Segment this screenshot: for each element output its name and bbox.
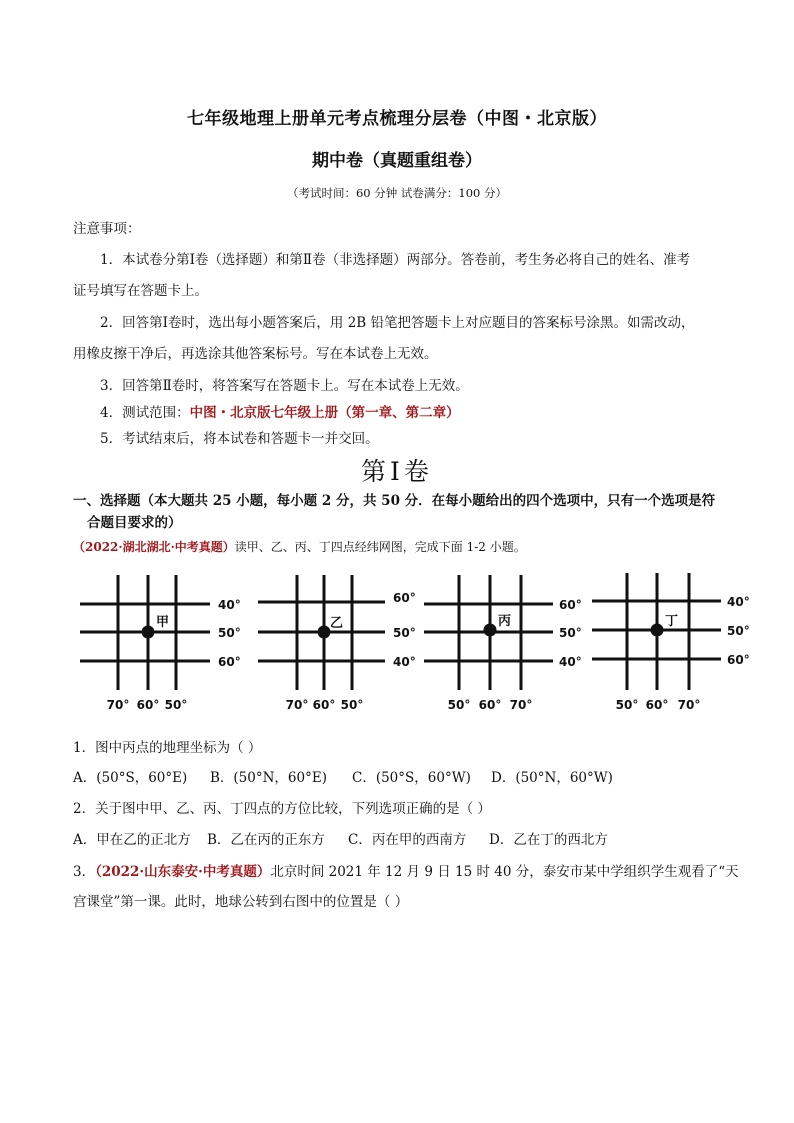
volume-title: 第Ⅰ卷 (361, 457, 433, 486)
notice-item-1-line-2: 证号填写在答题卡上。 (73, 283, 208, 299)
q2-option-a: A．甲在乙的正北方 (73, 832, 191, 848)
grid-figure-ding (592, 573, 750, 712)
q1-option-a: A．(50°S，60°E) (73, 770, 188, 786)
point-label: 乙 (330, 616, 344, 631)
longitude-label: 50° (447, 698, 471, 712)
q1-option-d: D．(50°N，60°W) (491, 770, 613, 786)
q1-option-c: C．(50°S，60°W) (352, 770, 471, 786)
notice-item-2-line-2: 用橡皮擦干净后，再选涂其他答案标号。写在本试卷上无效。 (73, 346, 438, 362)
latitude-label: 40° (393, 655, 416, 669)
q3-line-2: 宫课堂”第一课。此时，地球公转到右图中的位置是（ ） (73, 894, 409, 910)
grid-figure-jia (80, 575, 241, 712)
section-heading-line-2: 合题目要求的） (87, 515, 182, 531)
exam-subtitle: 期中卷（真题重组卷） (312, 151, 482, 171)
longitude-label: 50° (164, 698, 188, 712)
q1-stem: 1．图中丙点的地理坐标为（ ） (73, 740, 262, 756)
longitude-label: 70° (106, 698, 130, 712)
notice-item-4-prefix: 4．测试范围： (100, 405, 190, 421)
latitude-label: 50° (393, 626, 416, 640)
longitude-label: 50° (340, 698, 364, 712)
longitude-label: 70° (677, 698, 701, 712)
latitude-label: 60° (727, 653, 750, 667)
latitude-label: 40° (559, 655, 582, 669)
point-marker (142, 626, 155, 639)
latitude-label: 50° (559, 626, 582, 640)
latitude-label: 60° (218, 655, 241, 669)
q1-option-b: B．(50°N，60°E) (210, 770, 327, 786)
notice-item-4 (100, 401, 460, 421)
section-heading-line-1: 一、选择题（本大题共 25 小题，每小题 2 分，共 50 分．在每小题给出的四个选项中，只有一个选项是符 (73, 493, 716, 509)
latitude-label: 40° (727, 595, 750, 609)
grid-figure-bing (424, 575, 582, 712)
q2-option-b: B．乙在丙的正东方 (207, 832, 325, 848)
q3-number: 3． (73, 864, 96, 880)
point-label: 丙 (498, 614, 512, 629)
point-marker (651, 624, 664, 637)
q3-text-line-1: 北京时间 2021 年 12 月 9 日 15 时 40 分，泰安市某中学组织学生观看了“天 (270, 864, 739, 880)
longitude-label: 70° (509, 698, 533, 712)
latitude-label: 40° (218, 598, 241, 612)
q3-line-1 (73, 860, 739, 880)
notice-heading: 注意事项： (73, 221, 141, 237)
point-marker (318, 626, 331, 639)
longitude-label: 60° (136, 698, 160, 712)
q3-source: （2022·山东泰安·中考真题） (95, 864, 271, 880)
latitude-label: 50° (727, 624, 750, 638)
longitude-label: 50° (615, 698, 639, 712)
point-label: 甲 (156, 615, 170, 630)
notice-item-3: 3．回答第Ⅱ卷时，将答案写在答题卡上。写在本试卷上无效。 (100, 378, 469, 394)
q2-option-c: C．丙在甲的西南方 (348, 832, 467, 848)
grid-figure-yi (258, 575, 416, 712)
exam-info: （考试时间：60 分钟 试卷满分：100 分） (286, 186, 508, 200)
question-group-intro (73, 538, 526, 555)
q2-stem: 2．关于图中甲、乙、丙、丁四点的方位比较，下列选项正确的是（ ） (73, 801, 491, 817)
question-source: （2022·湖北湖北·中考真题） (73, 540, 235, 554)
latitude-label: 60° (559, 598, 582, 612)
notice-item-5: 5．考试结束后，将本试卷和答题卡一并交回。 (100, 431, 379, 447)
longitude-label: 60° (312, 698, 336, 712)
lat-lon-grid-figure (0, 560, 794, 720)
longitude-label: 60° (645, 698, 669, 712)
longitude-label: 60° (478, 698, 502, 712)
point-label: 丁 (665, 614, 679, 629)
longitude-label: 70° (285, 698, 309, 712)
test-range: 中图・北京版七年级上册（第一章、第二章） (189, 405, 460, 421)
notice-item-2-line-1: 2．回答第Ⅰ卷时，选出每小题答案后，用 2B 铅笔把答题卡上对应题目的答案标号涂黑。如需改动， (100, 315, 695, 331)
exam-title: 七年级地理上册单元考点梳理分层卷（中图・北京版） (187, 109, 607, 129)
question-group-text: 读甲、乙、丙、丁四点经纬网图，完成下面 1-2 小题。 (234, 540, 526, 554)
q2-option-d: D．乙在丁的西北方 (489, 832, 608, 848)
latitude-label: 50° (218, 626, 241, 640)
point-marker (484, 624, 497, 637)
lat-lon-figures (0, 560, 794, 720)
latitude-label: 60° (393, 591, 416, 605)
notice-item-1-line-1: 1．本试卷分第Ⅰ卷（选择题）和第Ⅱ卷（非选择题）两部分。答卷前，考生务必将自己的姓名、准考 (100, 252, 691, 268)
